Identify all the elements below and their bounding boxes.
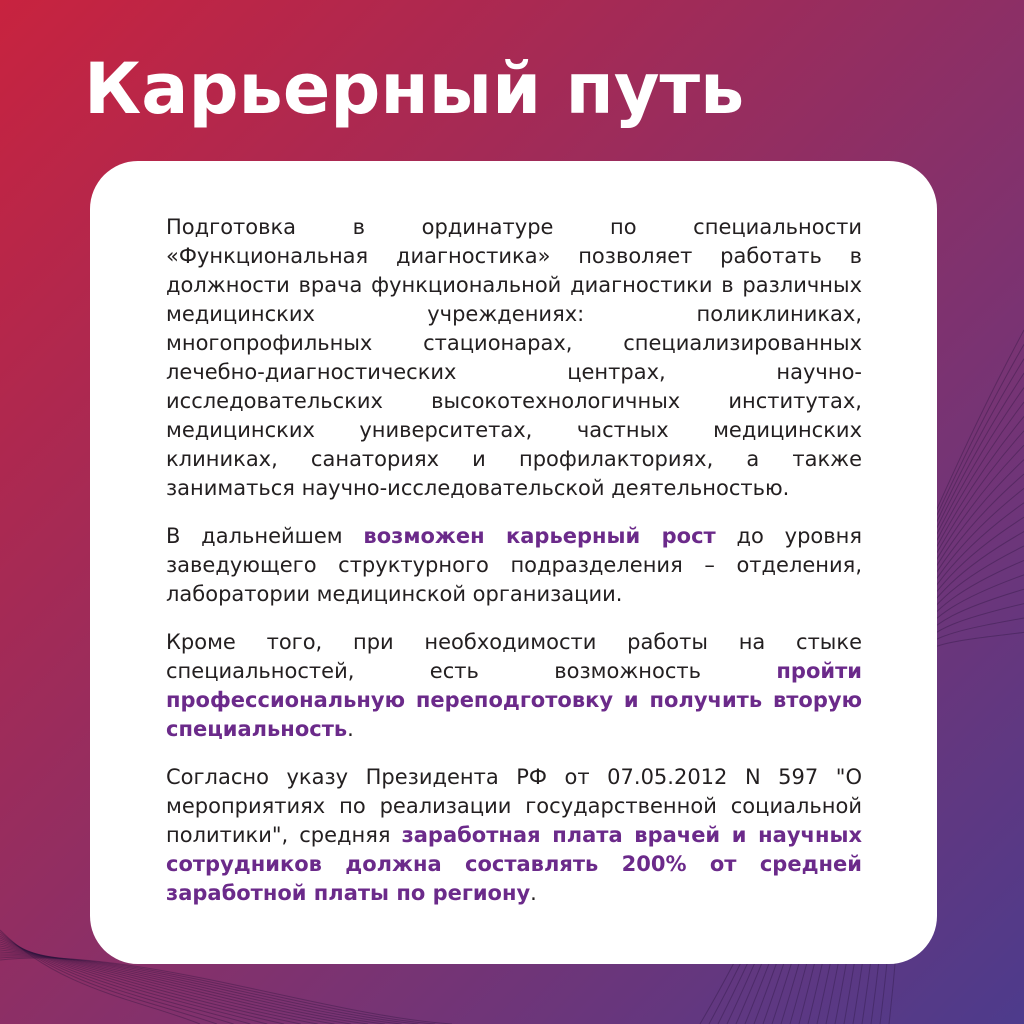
paragraph-text: . bbox=[530, 881, 537, 905]
wave-line bbox=[0, 958, 452, 1024]
paragraph-text: Кроме того, при необходимости работы на стыке специальностей, есть возможность bbox=[166, 630, 862, 683]
highlight-salary: заработная плата врачей и научных сотрудников должна составлять 200% от средней заработной платы по региону bbox=[166, 823, 863, 905]
paragraph-text: Согласно указу Президента РФ от 07.05.2012 N 597 "О мероприятиях по реализации государственной социальной политики", средняя bbox=[166, 765, 862, 847]
paragraph-text: . bbox=[347, 717, 354, 741]
paragraph-career-options: Подготовка в ординатуре по специальности «Функциональная диагностика» позволяет работать в должности врача функциональной диагностики в различных медицинских учреждениях: поликлиниках, многопрофильных стационарах, специализированных лечебно-диагностических центрах, научно-исследовательских высокотехнологичных институтах, медицинских университетах, частных медицинских клиниках, санаториях и профилакториях, а также заниматься научно-исследовательской деятельностью. bbox=[166, 215, 862, 500]
highlight-retraining: пройти профессиональную переподготовку и получить вторую специальность bbox=[166, 659, 862, 741]
content-card bbox=[90, 161, 937, 964]
wave-line bbox=[0, 954, 402, 1024]
highlight-career-growth: возможен карьерный рост bbox=[363, 524, 716, 548]
paragraph-career-growth bbox=[166, 522, 862, 609]
content-text bbox=[166, 213, 862, 927]
paragraph-text: до уровня заведующего структурного подразделения – отделения, лаборатории медицинской организации. bbox=[166, 524, 862, 606]
wave-line bbox=[0, 956, 418, 1024]
wave-line bbox=[0, 957, 435, 1024]
paragraph-text: В дальнейшем bbox=[166, 524, 364, 548]
paragraph-salary bbox=[166, 763, 862, 908]
paragraph-retraining bbox=[166, 628, 862, 744]
page-title: Карьерный путь bbox=[84, 48, 745, 130]
